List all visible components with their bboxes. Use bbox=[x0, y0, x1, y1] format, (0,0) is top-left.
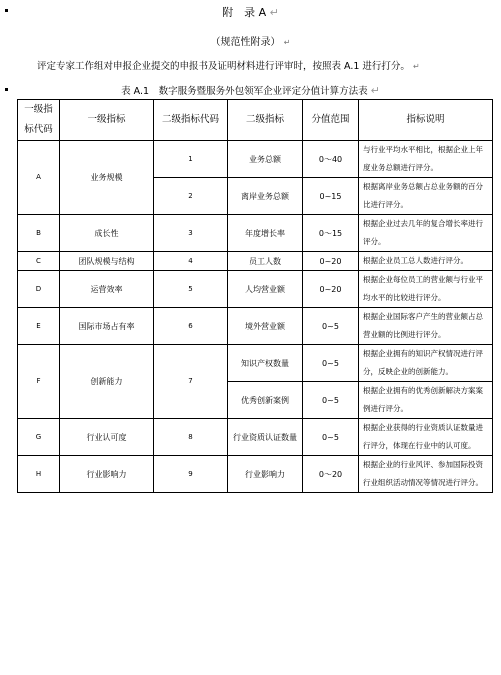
table-row bbox=[18, 456, 493, 493]
level1-name-cell: 业务规模 bbox=[60, 141, 154, 215]
level1-code-cell: A bbox=[18, 141, 60, 215]
level1-name-cell: 成长性 bbox=[60, 215, 154, 252]
table-header-row bbox=[18, 100, 493, 141]
level2-code-cell: 9 bbox=[154, 456, 228, 493]
paragraph-mark-icon: ↵ bbox=[283, 38, 291, 47]
level2-code-cell: 1 bbox=[154, 141, 228, 178]
intro-paragraph: 评定专家工作组对申报企业提交的申报书及证明材料进行评审时，按照表 A.1 进行打分。 ↵ bbox=[37, 61, 420, 72]
score-range-cell: 0~20 bbox=[303, 252, 359, 271]
return-arrow-icon: ↵ bbox=[269, 6, 279, 19]
score-range-cell: 0~5 bbox=[303, 308, 359, 345]
header-cell: 一级指标 bbox=[60, 100, 154, 141]
level2-code-cell: 3 bbox=[154, 215, 228, 252]
description-cell: 根据企业获得的行业资质认证数量进行评分，体现在行业中的认可度。 bbox=[359, 419, 493, 456]
description-cell: 根据企业国际客户产生的营业额占总营业额的比例进行评分。 bbox=[359, 308, 493, 345]
level2-name-cell: 员工人数 bbox=[228, 252, 303, 271]
level2-name-cell: 年度增长率 bbox=[228, 215, 303, 252]
paragraph-mark-icon: ↵ bbox=[412, 62, 420, 71]
header-cell: 分值范围 bbox=[303, 100, 359, 141]
header-cell: 二级指标代码 bbox=[154, 100, 228, 141]
appendix-title: 附 录 A ↵ bbox=[222, 6, 279, 19]
level2-name-cell: 行业影响力 bbox=[228, 456, 303, 493]
level1-code-cell: F bbox=[18, 345, 60, 419]
level2-code-cell: 7 bbox=[154, 345, 228, 419]
level1-name-cell: 创新能力 bbox=[60, 345, 154, 419]
header-cell: 指标说明 bbox=[359, 100, 493, 141]
appendix-subtitle: （规范性附录） ↵ bbox=[210, 37, 291, 48]
level1-code-cell: E bbox=[18, 308, 60, 345]
score-range-cell: 0~5 bbox=[303, 419, 359, 456]
description-cell: 根据企业拥有的知识产权情况进行评分，反映企业的创新能力。 bbox=[359, 345, 493, 382]
description-cell: 根据企业每位员工的营业额与行业平均水平的比较进行评分。 bbox=[359, 271, 493, 308]
level2-name-cell: 优秀创新案例 bbox=[228, 382, 303, 419]
level1-code-cell: D bbox=[18, 271, 60, 308]
level2-name-cell: 行业资质认证数量 bbox=[228, 419, 303, 456]
level1-code-cell: G bbox=[18, 419, 60, 456]
table-row bbox=[18, 252, 493, 271]
level2-code-cell: 4 bbox=[154, 252, 228, 271]
table-row bbox=[18, 271, 493, 308]
score-range-cell: 0～15 bbox=[303, 215, 359, 252]
level1-code-cell: C bbox=[18, 252, 60, 271]
level1-name-cell: 行业影响力 bbox=[60, 456, 154, 493]
table-row bbox=[18, 308, 493, 345]
level1-code-cell: B bbox=[18, 215, 60, 252]
level2-name-cell: 人均营业额 bbox=[228, 271, 303, 308]
score-range-cell: 0~20 bbox=[303, 271, 359, 308]
return-arrow-icon: ↵ bbox=[370, 84, 380, 97]
level2-name-cell: 知识产权数量 bbox=[228, 345, 303, 382]
score-range-cell: 0~15 bbox=[303, 178, 359, 215]
level2-name-cell: 境外营业额 bbox=[228, 308, 303, 345]
table-caption: 表 A.1 数字服务暨服务外包领军企业评定分值计算方法表 ↵ bbox=[121, 84, 380, 97]
description-cell: 根据企业过去几年的复合增长率进行评分。 bbox=[359, 215, 493, 252]
level2-code-cell: 6 bbox=[154, 308, 228, 345]
description-cell: 根据企业拥有的优秀创新解决方案案例进行评分。 bbox=[359, 382, 493, 419]
level2-name-cell: 离岸业务总额 bbox=[228, 178, 303, 215]
level2-code-cell: 5 bbox=[154, 271, 228, 308]
level2-name-cell: 业务总额 bbox=[228, 141, 303, 178]
header-cell: 二级指标 bbox=[228, 100, 303, 141]
level2-code-cell: 2 bbox=[154, 178, 228, 215]
score-range-cell: 0~5 bbox=[303, 382, 359, 419]
description-cell: 与行业平均水平相比，根据企业上年度业务总额进行评分。 bbox=[359, 141, 493, 178]
level2-code-cell: 8 bbox=[154, 419, 228, 456]
description-cell: 根据企业员工总人数进行评分。 bbox=[359, 252, 493, 271]
level1-name-cell: 运营效率 bbox=[60, 271, 154, 308]
table-row bbox=[18, 215, 493, 252]
score-range-cell: 0~5 bbox=[303, 345, 359, 382]
level1-name-cell: 国际市场占有率 bbox=[60, 308, 154, 345]
description-cell: 根据企业的行业风评、参加国际投资行业组织活动情况等情况进行评分。 bbox=[359, 456, 493, 493]
scoring-table bbox=[17, 99, 493, 493]
level1-name-cell: 团队规模与结构 bbox=[60, 252, 154, 271]
level1-code-cell: H bbox=[18, 456, 60, 493]
table-row bbox=[18, 345, 493, 382]
table-row bbox=[18, 141, 493, 178]
table-row bbox=[18, 419, 493, 456]
header-cell: 一级指标代码 bbox=[18, 100, 60, 141]
score-range-cell: 0～20 bbox=[303, 456, 359, 493]
level1-name-cell: 行业认可度 bbox=[60, 419, 154, 456]
score-range-cell: 0～40 bbox=[303, 141, 359, 178]
description-cell: 根据离岸业务总额占总业务额的百分比进行评分。 bbox=[359, 178, 493, 215]
